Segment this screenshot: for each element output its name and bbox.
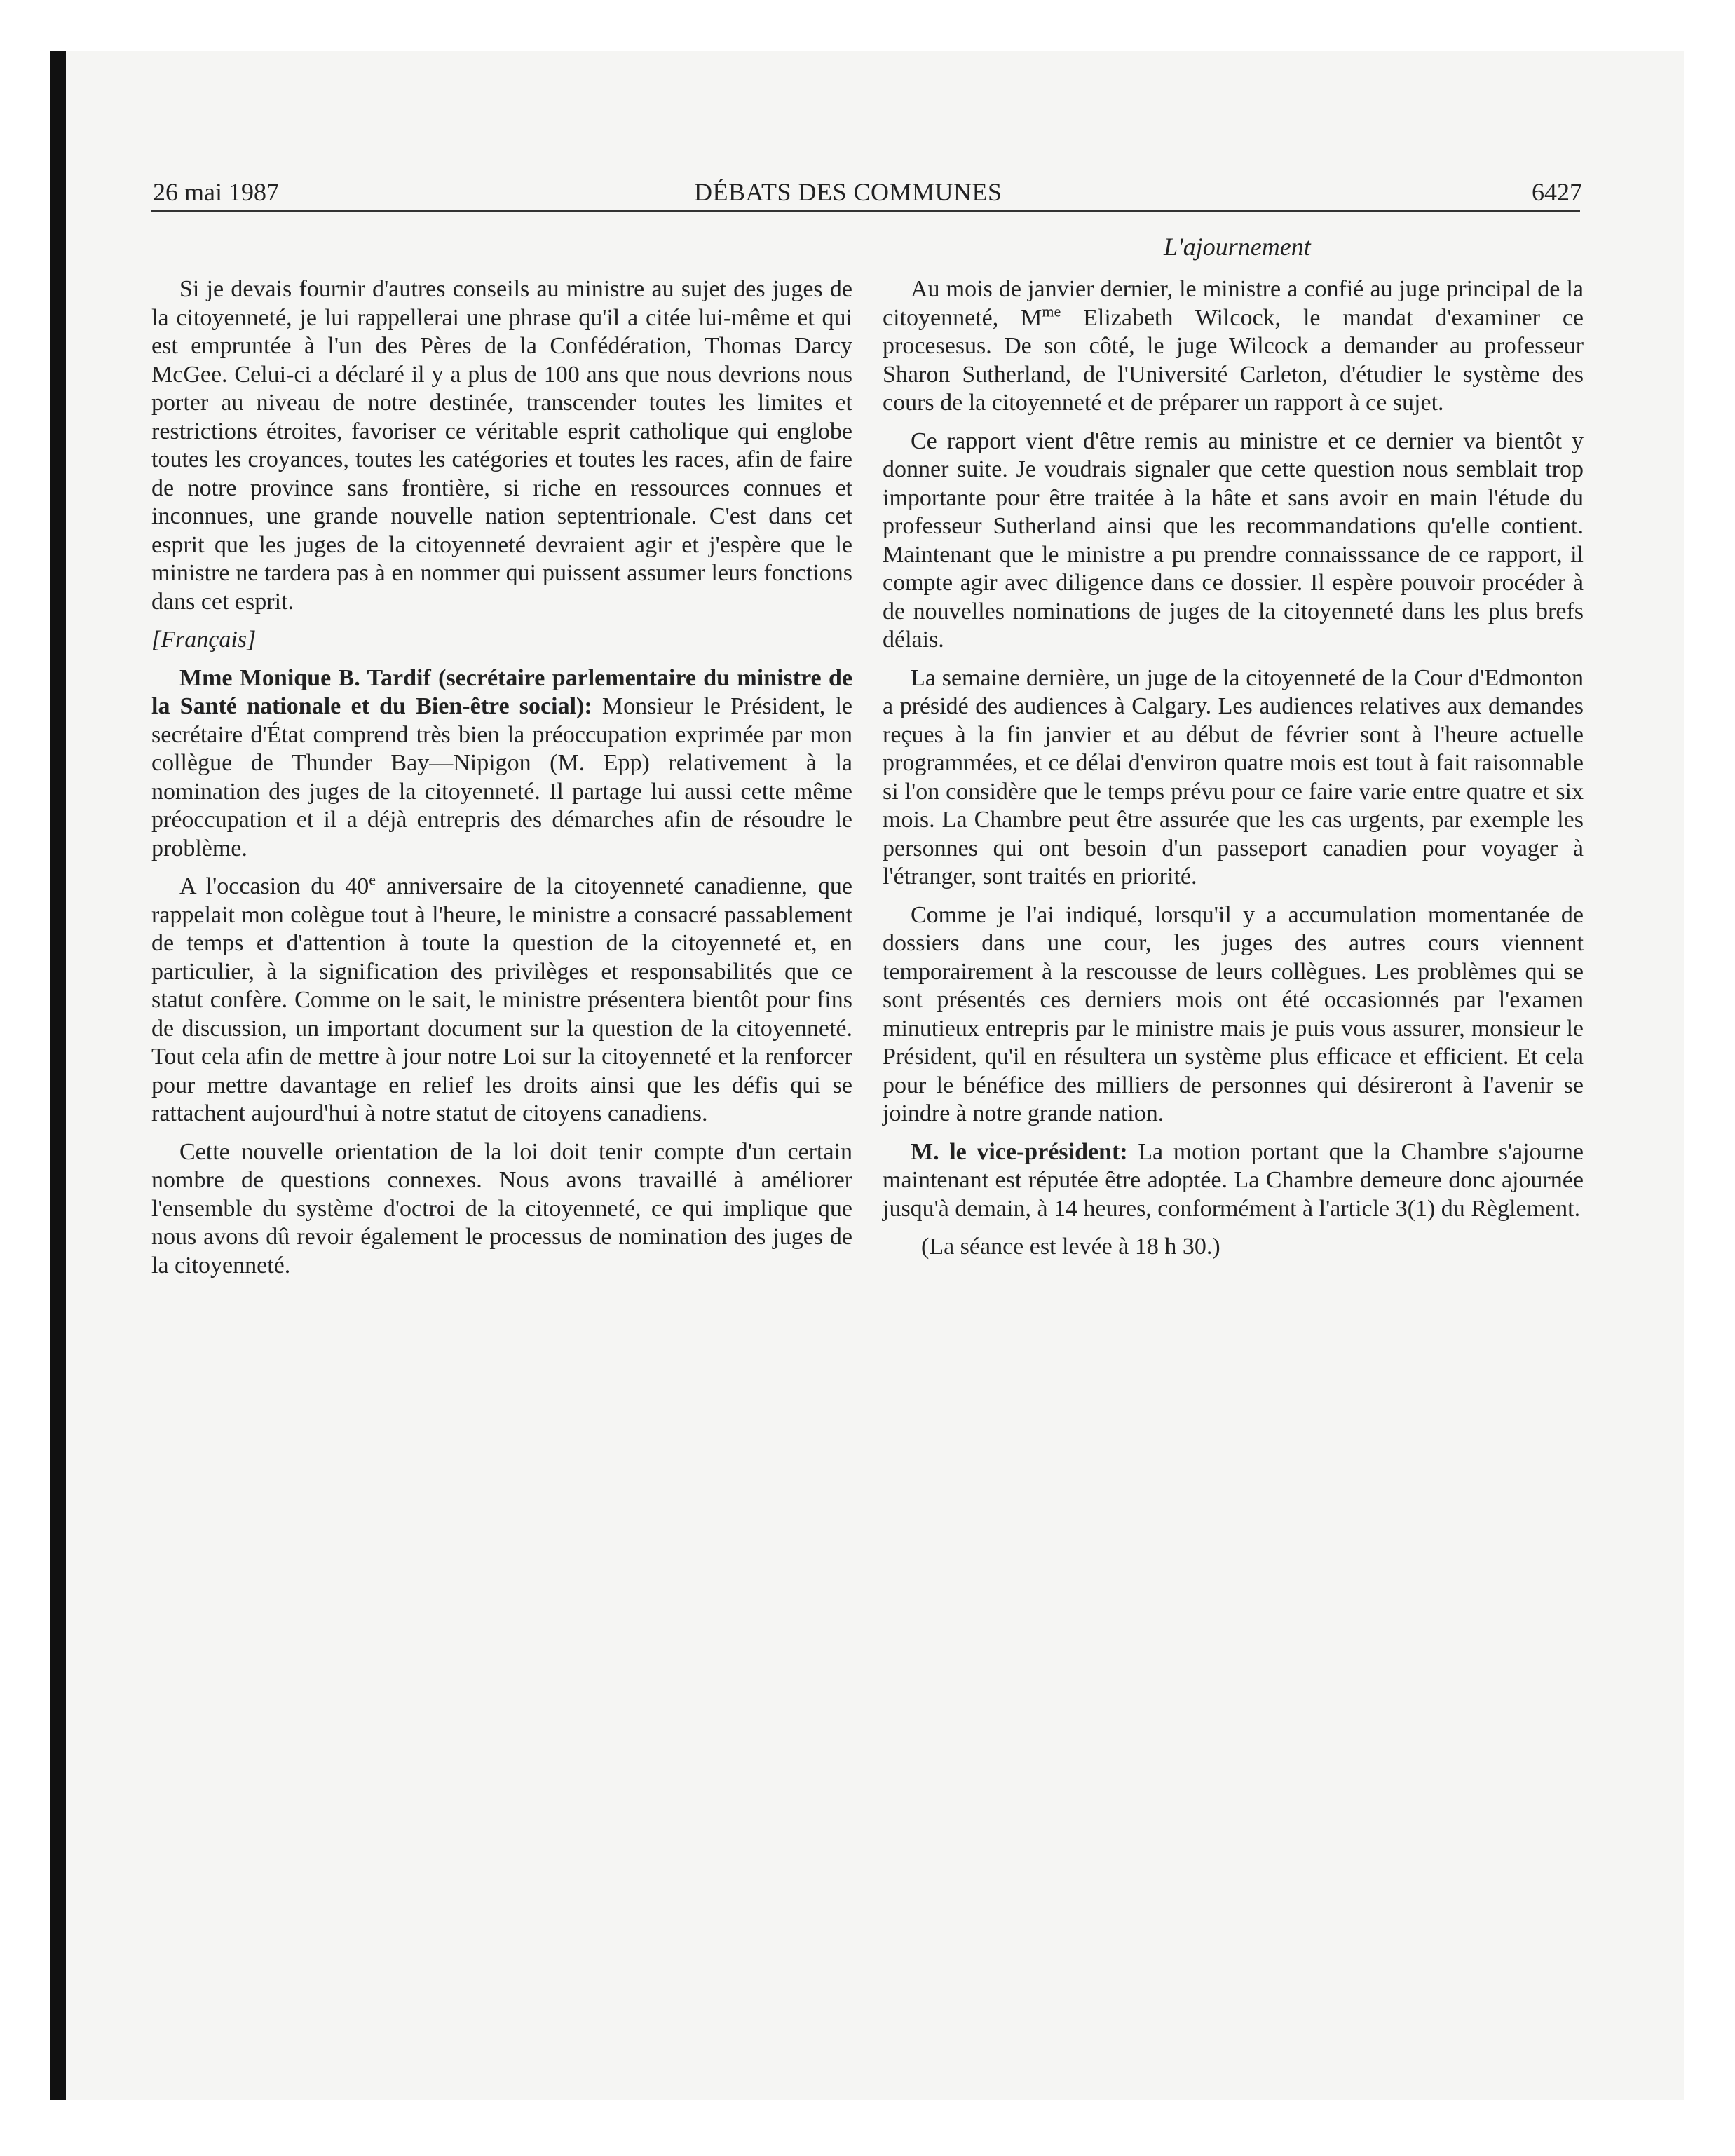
paragraph: Si je devais fournir d'autres conseils au ministre au sujet des juges de la citoyenneté, je lui rappellerai une phrase qu'il a citée lui-même et qui est empruntée à l'un des Pères de la Confédération, Thomas Darcy McGee. Celui-ci a déclaré il y a plus de 100 ans que nous devrions nous porter au niveau de notre destinée, transcender toutes les limites et restrictions étroites, favoriser ce véritable esprit catholique qui englobe toutes les croyances, toutes les catégories et toutes les races, afin de faire de notre province sans frontière, si riche en ressources connues et inconnues, une grande nouvelle nation septentrionale. C'est dans cet esprit que les juges de la citoyenneté devraient agir et j'espère que le ministre ne tardera pas à en nommer qui puissent assumer leurs fonctions dans cet esprit.	[151, 276, 852, 615]
paragraph-text: anniversaire de la citoyenneté canadienne, que rappelait mon colègue tout à l'heure, le ministre a consacré passablement de temps et d'attention à toute la question de la citoyenneté et, en particulier, à la signification des privilèges et responsabilités que ce statut confère. Comme on le sait, le ministre présentera bientôt pour fins de discussion, un important document sur la question de la citoyenneté. Tout cela afin de mettre à jour notre Loi sur la citoyenneté et la renforcer pour mettre davantage en relief les droits ainsi que les défis qui se rattachent aujourd'hui à notre statut de citoyens canadiens.	[151, 873, 853, 1126]
paragraph: Comme je l'ai indiqué, lorsqu'il y a accumulation momentanée de dossiers dans une cour, les juges des autres cours viennent temporairement à la rescousse de leurs collègues. Les problèmes qui se sont présentés ces derniers mois ont été occasionnés par l'examen minutieux entrepris par le ministre mais je puis vous assurer, monsieur le Président, qu'il en résultera un système plus efficace et efficient. Et cela pour le bénéfice des milliers de personnes qui désireront à l'avenir se joindre à notre grande nation.	[883, 901, 1584, 1126]
superscript: me	[1042, 302, 1061, 320]
superscript: e	[369, 871, 376, 889]
speaker-name: M. le vice-président:	[911, 1138, 1128, 1165]
right-column	[883, 275, 1584, 1271]
section-title: L'ajournement	[1164, 233, 1311, 261]
header-page-number: 6427	[1532, 178, 1582, 206]
paragraph	[883, 1138, 1584, 1224]
scan-binding-edge	[50, 51, 66, 2100]
paragraph: Cette nouvelle orientation de la loi doit tenir compte d'un certain nombre de questions connexes. Nous avons travaillé à améliorer l'ensemble du système d'octroi de la citoyenneté, ce qui implique que nous avons dû revoir également le processus de nomination des juges de la citoyenneté.	[151, 1138, 852, 1278]
header-title: DÉBATS DES COMMUNES	[694, 178, 1002, 206]
paragraph-text: La motion portant que la Chambre s'ajourne maintenant est réputée être adoptée. La Chambre demeure donc ajournée jusqu'à demain, à 14 heures, conformément à l'article 3(1) du Règlement.	[883, 1138, 1584, 1222]
paragraph	[883, 275, 1584, 418]
left-column	[151, 275, 852, 1290]
paragraph	[151, 873, 852, 1128]
speaker-name: Mme Monique B. Tardif (secrétaire parlementaire du ministre de la Santé nationale et du Bien-être social):	[151, 664, 852, 719]
paragraph-text: Elizabeth Wilcock, le mandat d'examiner ce procesesus. De son côté, le juge Wilcock a demander au professeur Sharon Sutherland, de l'Université Carleton, d'étudier le système des cours de la citoyenneté et de préparer un rapport à ce sujet.	[883, 304, 1584, 416]
paragraph-text: Monsieur le Président, le secrétaire d'État comprend très bien la préoccupation exprimée par mon collègue de Thunder Bay—Nipigon (M. Epp) relativement à la nomination des juges de la citoyenneté. Il partage lui aussi cette même préoccupation et il a déjà entrepris des démarches afin de résoudre le problème.	[151, 693, 852, 861]
paragraph-text: A l'occasion du 40	[179, 873, 369, 899]
paragraph: La semaine dernière, un juge de la citoyenneté de la Cour d'Edmonton a présidé des audiences à Calgary. Les audiences relatives aux demandes reçues à la fin janvier et au début de février sont à l'heure actuelle programmées, et ce délai d'environ quatre mois est tout à fait raisonnable si l'on considère que le temps prévu pour ce faire varie entre quatre et six mois. La Chambre peut être assurée que les cas urgents, par exemple les personnes qui ont besoin d'un passeport canadien pour voyager à l'étranger, sont traités en priorité.	[883, 664, 1584, 889]
paragraph	[151, 664, 852, 864]
header-rule	[151, 210, 1580, 212]
paragraph: Ce rapport vient d'être remis au ministre et ce dernier va bientôt y donner suite. Je voudrais signaler que cette question nous semblait trop importante pour être traitée à la hâte et sans avoir en main l'étude du professeur Sutherland ainsi que les recommandations qu'elle contient. Maintenant que le ministre a pu prendre connaisssance de ce rapport, il compte agir avec diligence dans ce dossier. Il espère pouvoir procéder à de nouvelles nominations de juges de la citoyenneté dans les plus brefs délais.	[883, 428, 1584, 653]
language-tag: [Français]	[151, 627, 257, 653]
header-date: 26 mai 1987	[153, 178, 279, 206]
closing-note: (La séance est levée à 18 h 30.)	[921, 1234, 1220, 1260]
paragraph-text: Au mois de janvier dernier, le ministre a confié au juge principal de la citoyenneté, M	[883, 276, 1584, 331]
